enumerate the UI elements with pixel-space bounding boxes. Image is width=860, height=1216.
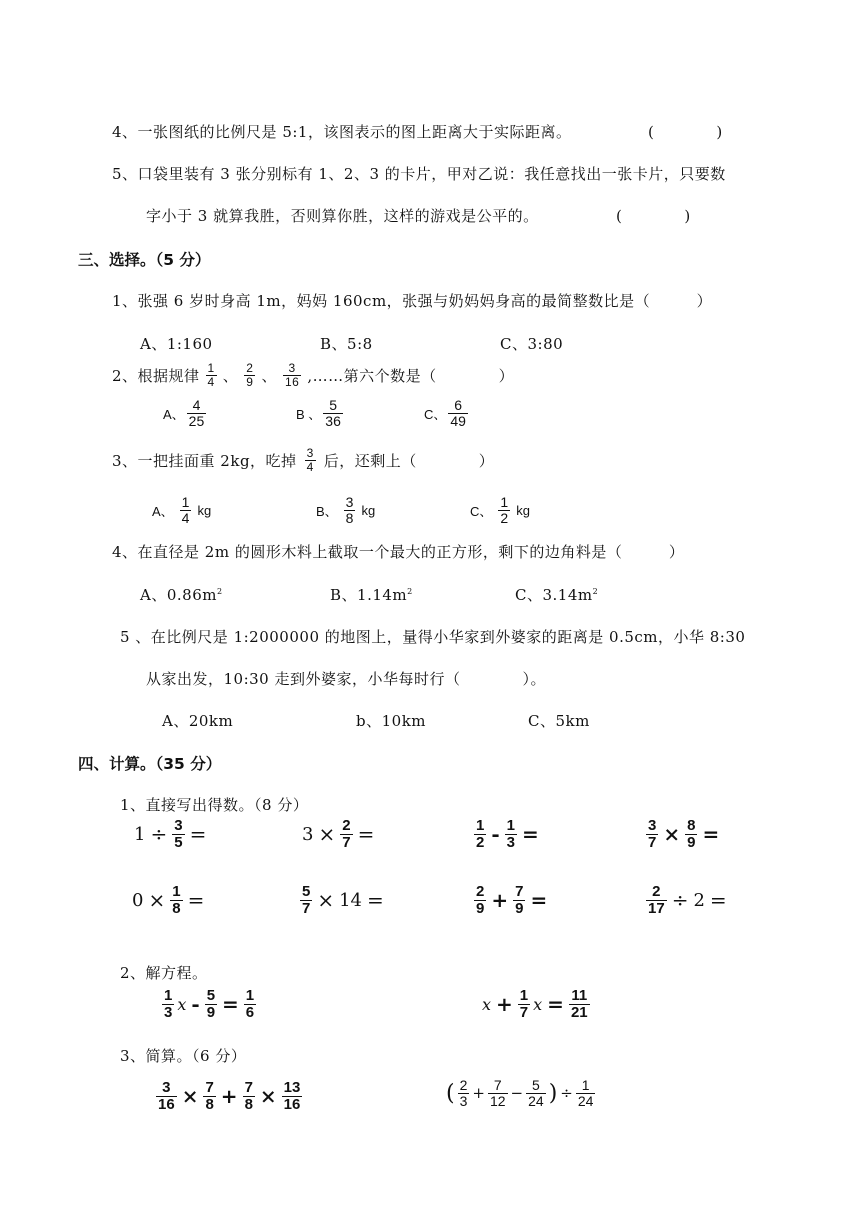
right-paren: ) xyxy=(548,1080,558,1106)
s3-q4: 4、在直径是 2m 的圆形木料上截取一个最大的正方形，剩下的边角料是（ ） xyxy=(112,543,685,561)
equals: = xyxy=(709,888,727,913)
calc-r1c2 xyxy=(302,818,376,851)
equals: = xyxy=(187,888,205,913)
s3-q2-suffix: ,……第六个数是（ ） xyxy=(307,366,515,385)
s3-q5-option-a[interactable]: A、20km xyxy=(162,712,234,730)
op: × xyxy=(318,822,336,847)
judge-q5-answer-paren[interactable]: ( ) xyxy=(616,207,691,225)
calc-r2c4 xyxy=(646,884,729,917)
s4-sub2-title: 2、解方程。 xyxy=(120,964,208,982)
frac-b: $\frac{5}{9}$ xyxy=(206,987,216,1021)
int: 1 xyxy=(134,823,146,845)
equals: = xyxy=(222,992,239,1017)
s3-q4-option-b[interactable] xyxy=(330,584,413,605)
left-paren: ( xyxy=(446,1080,455,1106)
op: − xyxy=(510,1084,524,1103)
s3-q1-option-a[interactable]: A、1:160 xyxy=(140,335,213,353)
op: × xyxy=(259,1084,277,1109)
var-x: x xyxy=(482,994,492,1014)
frac-b: $\frac{11}{21}$ xyxy=(570,987,588,1021)
frac-b: $\frac{7}{9}$ xyxy=(515,883,524,917)
option-text: C、3.14m xyxy=(515,586,593,604)
s3-q2-frac-3: $\frac{3}{16}$ xyxy=(284,361,300,389)
option-sup: 2 xyxy=(407,587,413,596)
s3-q1-option-c[interactable]: C、3:80 xyxy=(500,335,564,353)
option-unit: kg xyxy=(197,502,212,518)
int: 2 xyxy=(693,889,705,911)
s3-q5-option-b[interactable]: b、10km xyxy=(356,712,427,730)
int: 0 xyxy=(132,889,144,911)
equals: = xyxy=(357,822,375,847)
equals: = xyxy=(522,822,539,847)
s3-q3-suffix: 后，还剩上（ ） xyxy=(323,451,495,470)
s3-q3 xyxy=(112,447,494,473)
frac-a: $\frac{1}{7}$ xyxy=(519,987,529,1021)
op: + xyxy=(220,1084,238,1109)
frac: $\frac{2}{7}$ xyxy=(342,817,351,851)
option-label: C、 xyxy=(470,503,493,519)
calc-r2c1 xyxy=(132,884,206,917)
s3-q3-option-c[interactable] xyxy=(470,495,530,525)
option-frac: $\frac{3}{8}$ xyxy=(345,494,354,526)
frac: $\frac{5}{7}$ xyxy=(302,883,311,917)
op: ÷ xyxy=(560,1084,573,1103)
frac-a: $\frac{1}{2}$ xyxy=(476,817,485,851)
s3-q3-frac: $\frac{3}{4}$ xyxy=(306,446,314,474)
op: - xyxy=(491,822,500,847)
frac-a: $\frac{3}{16}$ xyxy=(158,1079,175,1113)
frac-a: $\frac{1}{3}$ xyxy=(164,987,173,1021)
option-unit: kg xyxy=(361,502,376,518)
op: ÷ xyxy=(671,888,689,913)
option-text: A、0.86m xyxy=(140,586,217,604)
s3-q5-line2: 从家出发，10:30 走到外婆家，小华每时行（ ）。 xyxy=(146,670,546,688)
frac-c: $\frac{5}{24}$ xyxy=(528,1077,544,1109)
frac-d: $\frac{13}{16}$ xyxy=(283,1079,301,1113)
op: ÷ xyxy=(150,822,168,847)
section4-title: 四、计算。（35 分） xyxy=(78,755,222,773)
option-frac: $\frac{5}{36}$ xyxy=(325,397,341,429)
op: + xyxy=(491,888,509,913)
judge-q4-answer-paren[interactable]: ( ) xyxy=(648,123,723,141)
frac-b: $\frac{1}{3}$ xyxy=(506,817,515,851)
calc-r2c3 xyxy=(474,884,549,917)
option-frac: $\frac{4}{25}$ xyxy=(188,397,205,429)
s3-q1: 1、张强 6 岁时身高 1m，妈妈 160cm，张强与奶妈妈身高的最简整数比是（ ） xyxy=(112,292,713,310)
option-frac: $\frac{1}{2}$ xyxy=(500,494,509,526)
var-x: x xyxy=(533,994,543,1014)
op: × xyxy=(663,822,681,847)
judge-q5-line1: 5、口袋里装有 3 张分别标有 1、2、3 的卡片，甲对乙说：我任意找出一张卡片，只要数 xyxy=(112,165,726,183)
equation-2 xyxy=(482,988,590,1021)
option-frac: $\frac{1}{4}$ xyxy=(181,494,190,526)
int: 3 xyxy=(302,823,314,845)
section3-title: 三、选择。（5 分） xyxy=(78,251,211,269)
option-label: B 、 xyxy=(296,406,322,422)
s4-sub1-title: 1、直接写出得数。（8 分） xyxy=(120,796,309,814)
option-text: B、1.14m xyxy=(330,586,408,604)
op: - xyxy=(191,992,200,1017)
s3-q2-sep-1: 、 xyxy=(222,366,239,385)
s3-q3-prefix: 3、一把挂面重 2kg，吃掉 xyxy=(112,451,297,470)
op: + xyxy=(472,1084,485,1103)
s3-q2-frac-1: $\frac{1}{4}$ xyxy=(207,361,215,389)
frac: $\frac{1}{8}$ xyxy=(172,883,181,917)
s3-q2-option-c[interactable] xyxy=(424,398,468,428)
s3-q3-option-a[interactable] xyxy=(152,495,211,525)
option-label: A、 xyxy=(163,406,185,422)
frac-b: $\frac{7}{12}$ xyxy=(489,1077,506,1109)
equals: = xyxy=(189,822,207,847)
equals: = xyxy=(367,888,384,913)
s3-q5-line1: 5 、在比例尺是 1:2000000 的地图上，量得小华家到外婆家的距离是 0.5cm，小华 8:30 xyxy=(120,628,746,646)
s3-q2-frac-2: $\frac{2}{9}$ xyxy=(246,361,254,389)
option-sup: 2 xyxy=(592,587,599,596)
var-x: x xyxy=(177,994,187,1014)
calc-r2c2 xyxy=(300,884,386,917)
s3-q4-option-c[interactable] xyxy=(515,584,598,605)
frac-a: $\frac{2}{3}$ xyxy=(459,1077,468,1109)
s3-q2-option-a[interactable] xyxy=(163,398,206,428)
frac-b: $\frac{8}{9}$ xyxy=(687,817,696,851)
calc-r1c4 xyxy=(646,818,721,851)
simplify-2 xyxy=(446,1078,595,1108)
equation-1 xyxy=(162,988,256,1021)
option-label: B、 xyxy=(316,503,338,519)
frac: $\frac{2}{17}$ xyxy=(648,883,665,917)
calc-r1c3 xyxy=(474,818,541,851)
frac: $\frac{3}{5}$ xyxy=(174,817,183,851)
s3-q2 xyxy=(112,362,514,388)
option-label: C、 xyxy=(424,406,447,422)
s3-q2-option-b[interactable] xyxy=(296,398,343,428)
s3-q3-option-b[interactable] xyxy=(316,495,375,525)
calc-r1c1 xyxy=(134,818,208,851)
frac-a: $\frac{2}{9}$ xyxy=(476,883,485,917)
option-frac: $\frac{6}{49}$ xyxy=(450,397,466,429)
s3-q2-prefix: 2、根据规律 xyxy=(112,366,200,385)
op: × xyxy=(181,1084,199,1109)
option-label: A、 xyxy=(152,503,174,519)
judge-q5-line2: 字小于 3 就算我胜，否则算你胜，这样的游戏是公平的。 xyxy=(146,207,539,225)
judge-q4: 4、一张图纸的比例尺是 5:1，该图表示的图上距离大于实际距离。 xyxy=(112,123,572,141)
equals: = xyxy=(702,822,720,847)
s3-q4-option-a[interactable] xyxy=(140,584,223,605)
s3-q5-option-c[interactable]: C、5km xyxy=(528,712,590,730)
equals: = xyxy=(547,992,564,1017)
simplify-1 xyxy=(156,1080,302,1113)
option-sup: 2 xyxy=(216,587,223,596)
frac-c: $\frac{7}{8}$ xyxy=(244,1079,253,1113)
frac-a: $\frac{3}{7}$ xyxy=(648,817,657,851)
frac-c: $\frac{1}{6}$ xyxy=(245,987,255,1021)
equals: = xyxy=(530,888,548,913)
s3-q1-option-b[interactable]: B、5:8 xyxy=(320,335,373,353)
frac-b: $\frac{7}{8}$ xyxy=(205,1079,214,1113)
op: + xyxy=(496,992,513,1017)
option-unit: kg xyxy=(516,502,530,518)
int: 14 xyxy=(339,889,363,911)
op: × xyxy=(317,888,335,913)
s3-q2-sep-2: 、 xyxy=(261,366,277,385)
s4-sub3-title: 3、简算。（6 分） xyxy=(120,1047,247,1065)
op: × xyxy=(148,888,166,913)
frac-d: $\frac{1}{24}$ xyxy=(577,1077,594,1109)
